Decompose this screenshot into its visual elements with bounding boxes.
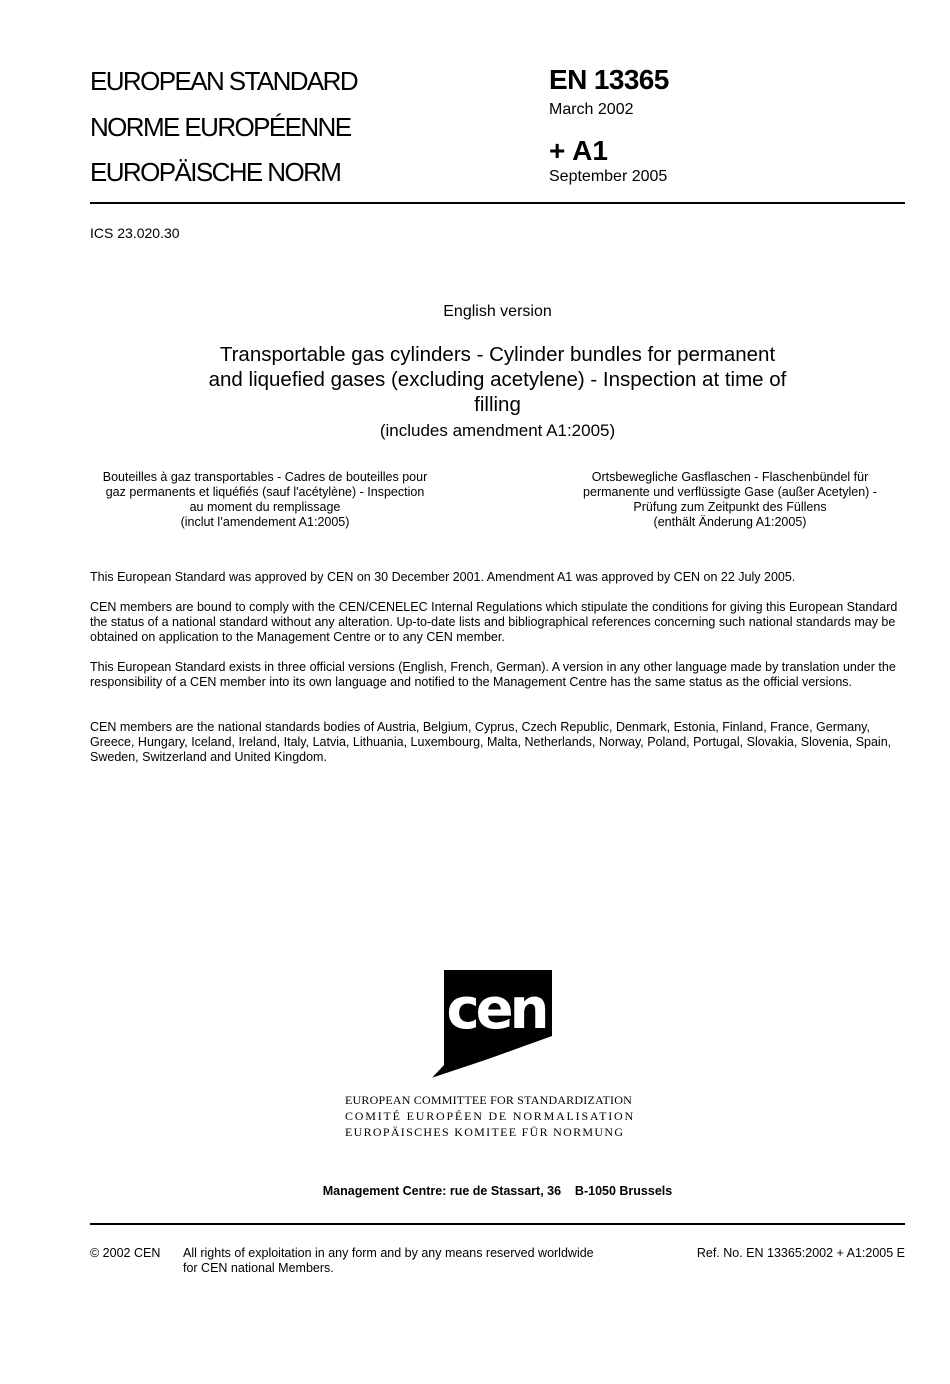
standard-number: EN 13365 [549,64,669,95]
french-title-line-4: (inclut l’amendement A1:2005) [180,515,350,529]
amendment-number: + A1 [549,135,608,166]
standard-title-en: EUROPEAN STANDARD [90,66,358,96]
french-title-line-2: gaz permanents et liquéfiés (sauf l'acétylène) - Inspection [105,485,425,499]
committee-name-en: EUROPEAN COMMITTEE FOR STANDARDIZATION [345,1093,632,1107]
rights-line-2: for CEN national Members. [183,1261,334,1275]
german-title-line-3: Prüfung zum Zeitpunkt des Füllens [633,500,827,514]
ics-code: ICS 23.020.30 [90,225,180,241]
amendment-note: (includes amendment A1:2005) [379,421,616,440]
standard-title-de: EUROPÄISCHE NORM [90,157,341,187]
title-line-3: filling [474,393,521,416]
german-title [555,470,905,530]
committee-name-fr: COMITÉ EUROPÉEN DE NORMALISATION [345,1109,635,1123]
versions-paragraph: This European Standard exists in three official versions (English, French, German). A version in any other language made by translation under the responsibility of a CEN member into its own language and notified to the Management Centre has the same status as the official versions. [90,660,896,689]
members-paragraph: CEN members are the national standards bodies of Austria, Belgium, Cyprus, Czech Republic, Denmark, Estonia, Finland, France, Germany, Greece, Hungary, Iceland, Ireland, Italy, Latvia, Lithuania, Luxembourg, Malta, Netherlands, Norway, Poland, Portugal, Slovakia, Slovenia, Spain, Sweden, Switzerland and United Kingdom. [90,720,892,764]
title-line-2: and liquefied gases (excluding acetylene) - Inspection at time of [208,368,787,391]
cen-logo-text: cen [446,977,546,1042]
reference-number: Ref. No. EN 13365:2002 + A1:2005 E [696,1246,905,1260]
compliance-paragraph: CEN members are bound to comply with the CEN/CENELEC Internal Regulations which stipulate the conditions for giving this European Standard the status of a national standard without any alteration. Up-to-date lists and bibliographical references concerning such national standards may be obtained on application to the Management Centre or to any CEN member. [90,600,898,644]
french-title-line-1: Bouteilles à gaz transportables - Cadres de bouteilles pour [102,470,428,484]
amendment-date: September 2005 [549,168,668,185]
committee-name-de: EUROPÄISCHES KOMITEE FÜR NORMUNG [345,1125,625,1139]
standard-date: March 2002 [549,101,634,118]
header-divider [90,202,905,204]
management-centre-address: Management Centre: rue de Stassart, 36 B-1050 Brussels [322,1184,673,1198]
german-title-line-1: Ortsbewegliche Gasflaschen - Flaschenbündel für [591,470,869,484]
copyright: © 2002 CEN [90,1246,161,1260]
french-title-line-3: au moment du remplissage [189,500,341,514]
german-title-line-2: permanente und verflüssigte Gase (außer Acetylen) - [583,485,877,499]
language-version: English version [443,303,552,320]
document-title [165,342,830,417]
rights-statement [183,1246,653,1276]
title-line-1: Transportable gas cylinders - Cylinder bundles for permanent [219,343,776,366]
footer-divider [90,1223,905,1225]
cen-logo [430,970,555,1080]
german-title-line-4: (enthält Änderung A1:2005) [653,515,807,529]
standard-title-fr: NORME EUROPÉENNE [90,112,351,142]
french-title [90,470,440,530]
approval-paragraph: This European Standard was approved by CEN on 30 December 2001. Amendment A1 was approved by CEN on 22 July 2005. [90,570,796,584]
rights-line-1: All rights of exploitation in any form and by any means reserved worldwide [183,1246,594,1260]
